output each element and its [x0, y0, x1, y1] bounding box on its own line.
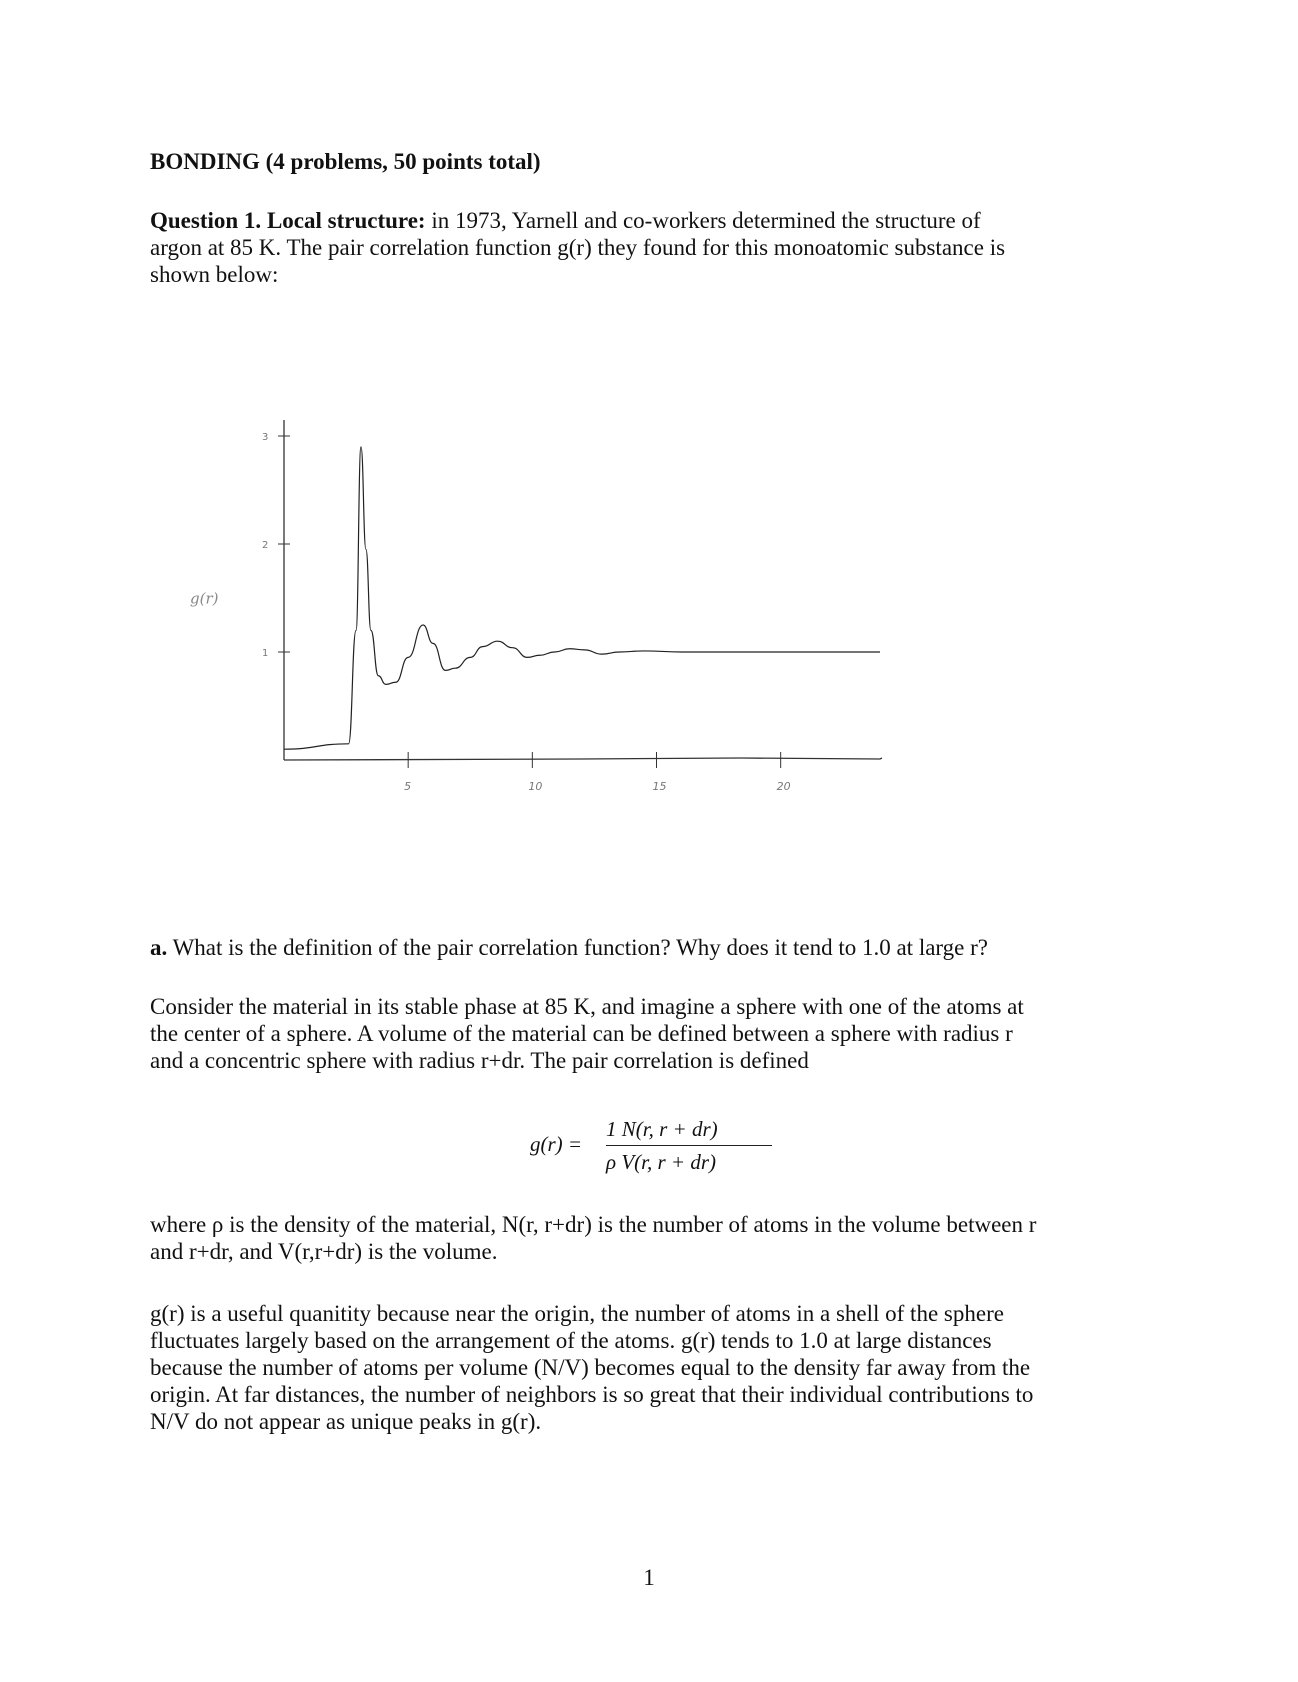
answer-line: where ρ is the density of the material, N(r, r+dr) is the number of atoms in the volume between r — [150, 1212, 1037, 1237]
answer-line: and r+dr, and V(r,r+dr) is the volume. — [150, 1239, 498, 1264]
answer-line: and a concentric sphere with radius r+dr. The pair correlation is defined — [150, 1048, 809, 1073]
x-tick-label: 10 — [528, 780, 543, 793]
answer-line: the center of a sphere. A volume of the material can be defined between a sphere with radius r — [150, 1021, 1013, 1046]
x-axis — [284, 758, 882, 760]
answer-paragraph-2 — [150, 1211, 1160, 1265]
answer-paragraph-1 — [150, 993, 1160, 1074]
x-tick-label: 20 — [776, 780, 791, 793]
section-title: BONDING (4 problems, 50 points total) — [150, 149, 541, 174]
part-a-question — [150, 934, 1160, 961]
part-a-text: What is the definition of the pair correlation function? Why does it tend to 1.0 at large r? — [167, 935, 988, 960]
y-tick-label: 1 — [262, 648, 269, 659]
pair-correlation-equation — [530, 1110, 800, 1180]
y-axis-label: g(r) — [190, 589, 219, 608]
answer-line: N/V do not appear as unique peaks in g(r). — [150, 1409, 542, 1434]
question-text-line-1: in 1973, Yarnell and co-workers determined the structure of — [425, 208, 981, 233]
x-tick-label: 15 — [652, 780, 667, 793]
equation-lhs: g(r) = — [530, 1132, 583, 1156]
page-number: 1 — [643, 1565, 655, 1590]
part-a-label: a. — [150, 935, 168, 960]
equation-denominator: ρ V(r, r + dr) — [606, 1150, 717, 1174]
gr-curve — [284, 447, 880, 749]
y-tick-label: 2 — [262, 540, 269, 551]
question-text-line-2: argon at 85 K. The pair correlation function g(r) they found for this monoatomic substance is — [150, 235, 1006, 260]
plot-layer — [190, 420, 882, 793]
answer-line: g(r) is a useful quanitity because near the origin, the number of atoms in a shell of the sphere — [150, 1301, 1004, 1326]
answer-line: Consider the material in its stable phase at 85 K, and imagine a sphere with one of the atoms at — [150, 994, 1024, 1019]
pair-correlation-plot — [180, 420, 960, 850]
answer-line: origin. At far distances, the number of neighbors is so great that their individual contributions to — [150, 1382, 1034, 1407]
y-tick-label: 3 — [262, 432, 269, 443]
answer-line: because the number of atoms per volume (N/V) becomes equal to the density far away from the — [150, 1355, 1031, 1380]
answer-paragraph-3 — [150, 1300, 1160, 1435]
question-topic: Local structure: — [266, 208, 426, 233]
question-1 — [150, 207, 1160, 288]
answer-line: fluctuates largely based on the arrangement of the atoms. g(r) tends to 1.0 at large distances — [150, 1328, 992, 1353]
equation-numerator: 1 N(r, r + dr) — [606, 1117, 718, 1141]
question-label: Question 1. — [150, 208, 262, 233]
question-text-line-3: shown below: — [150, 262, 279, 287]
x-tick-label: 5 — [404, 780, 412, 793]
fraction-bar — [606, 1145, 772, 1146]
